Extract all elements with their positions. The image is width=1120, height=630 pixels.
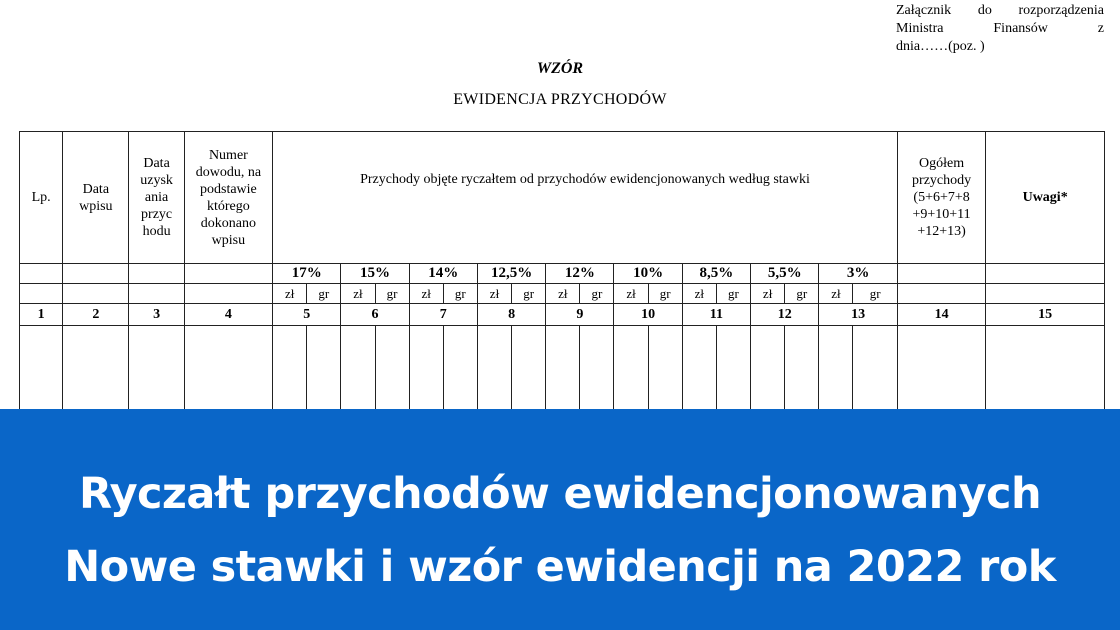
empty-cell [307, 326, 341, 412]
unit-gr: gr [375, 284, 409, 304]
empty-cell [477, 326, 511, 412]
column-number: 11 [682, 304, 750, 326]
header-lp: Lp. [20, 132, 63, 264]
empty-cell [443, 326, 477, 412]
unit-zl: zł [751, 284, 785, 304]
rate-8-5: 8,5% [682, 264, 750, 284]
empty-cell [273, 326, 307, 412]
unit-zl: zł [341, 284, 375, 304]
unit-gr: gr [716, 284, 750, 304]
income-register-table [19, 131, 1105, 411]
column-number: 4 [184, 304, 272, 326]
empty-cell [20, 284, 63, 304]
rate-12: 12% [546, 264, 614, 284]
empty-cell [785, 326, 819, 412]
header-numer-dowodu: Numer dowodu, na podstawie którego dokonano wpisu [184, 132, 272, 264]
table-row-empty [20, 326, 1105, 412]
unit-gr: gr [785, 284, 819, 304]
column-number: 8 [477, 304, 545, 326]
header-ogolem: Ogółem przychody (5+6+7+8 +9+10+11 +12+13) [897, 132, 985, 264]
header-przychody: Przychody objęte ryczałtem od przychodów ewidencjonowanych według stawki [273, 132, 898, 264]
unit-zl: zł [477, 284, 511, 304]
empty-cell [897, 264, 985, 284]
empty-cell [751, 326, 785, 412]
empty-cell [897, 326, 985, 412]
column-number: 14 [897, 304, 985, 326]
rate-14: 14% [409, 264, 477, 284]
column-number: 15 [986, 304, 1105, 326]
empty-cell [20, 264, 63, 284]
empty-cell [63, 284, 129, 304]
column-number: 5 [273, 304, 341, 326]
unit-zl: zł [819, 284, 853, 304]
empty-cell [853, 326, 897, 412]
empty-cell [341, 326, 375, 412]
empty-cell [986, 264, 1105, 284]
unit-gr: gr [853, 284, 897, 304]
column-number: 10 [614, 304, 682, 326]
empty-cell [184, 264, 272, 284]
unit-zl: zł [546, 284, 580, 304]
column-number: 7 [409, 304, 477, 326]
empty-cell [409, 326, 443, 412]
attachment-line-1: Załącznik do rozporządzenia [896, 3, 1104, 18]
column-number: 1 [20, 304, 63, 326]
empty-cell [129, 264, 184, 284]
banner-subheadline: Nowe stawki i wzór ewidencji na 2022 rok [64, 542, 1056, 592]
unit-gr: gr [648, 284, 682, 304]
column-number: 6 [341, 304, 409, 326]
column-number: 13 [819, 304, 898, 326]
empty-cell [648, 326, 682, 412]
empty-cell [986, 326, 1105, 412]
empty-cell [986, 284, 1105, 304]
unit-zl: zł [409, 284, 443, 304]
rate-17: 17% [273, 264, 341, 284]
column-number: 12 [751, 304, 819, 326]
header-data-wpisu: Data wpisu [63, 132, 129, 264]
wzor-label: WZÓR [536, 60, 584, 77]
rate-15: 15% [341, 264, 409, 284]
empty-cell [129, 326, 184, 412]
empty-cell [184, 326, 272, 412]
title-banner [0, 409, 1120, 630]
unit-gr: gr [307, 284, 341, 304]
rate-3: 3% [819, 264, 898, 284]
empty-cell [512, 326, 546, 412]
empty-cell [614, 326, 648, 412]
attachment-line-3: dnia……(poz. ) [896, 39, 985, 54]
empty-cell [580, 326, 614, 412]
header-uwagi: Uwagi* [986, 132, 1105, 264]
unit-zl: zł [614, 284, 648, 304]
unit-gr: gr [580, 284, 614, 304]
empty-cell [129, 284, 184, 304]
empty-cell [897, 284, 985, 304]
banner-headline: Ryczałt przychodów ewidencjonowanych [79, 469, 1041, 519]
column-number: 9 [546, 304, 614, 326]
empty-cell [375, 326, 409, 412]
unit-gr: gr [512, 284, 546, 304]
empty-cell [20, 326, 63, 412]
document-title: EWIDENCJA PRZYCHODÓW [453, 91, 667, 108]
attachment-line-2: Ministra Finansów z [896, 21, 1104, 36]
empty-cell [63, 326, 129, 412]
attachment-note [896, 2, 1104, 56]
empty-cell [716, 326, 750, 412]
header-data-uzyskania: Data uzysk ania przyc hodu [129, 132, 184, 264]
empty-cell [184, 284, 272, 304]
rate-10: 10% [614, 264, 682, 284]
column-number: 3 [129, 304, 184, 326]
unit-gr: gr [443, 284, 477, 304]
empty-cell [819, 326, 853, 412]
column-number: 2 [63, 304, 129, 326]
rate-5-5: 5,5% [751, 264, 819, 284]
unit-zl: zł [273, 284, 307, 304]
empty-cell [682, 326, 716, 412]
unit-zl: zł [682, 284, 716, 304]
empty-cell [546, 326, 580, 412]
rate-12-5: 12,5% [477, 264, 545, 284]
empty-cell [63, 264, 129, 284]
